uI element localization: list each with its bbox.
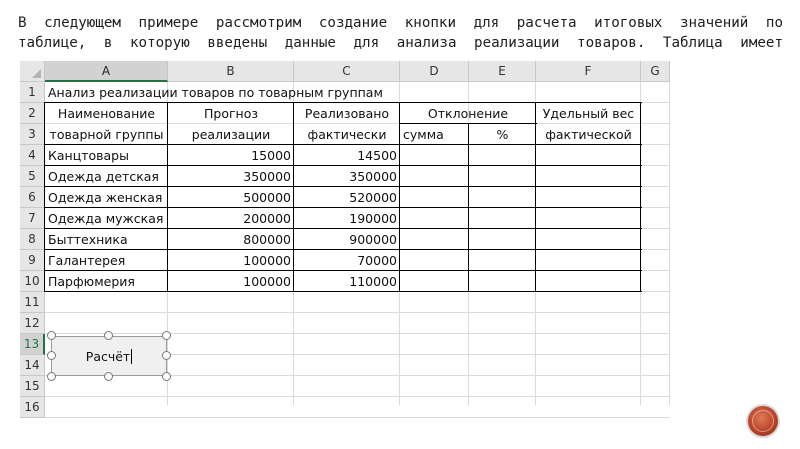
table-border <box>45 207 642 208</box>
resize-handle[interactable] <box>162 372 171 381</box>
column-header-f[interactable]: F <box>536 61 641 82</box>
header-share-cell[interactable]: Удельный вес <box>542 106 635 121</box>
row-header-10[interactable]: 10 <box>20 271 45 292</box>
table-border <box>45 186 642 187</box>
select-all-triangle-icon <box>32 69 41 78</box>
resize-handle[interactable] <box>47 372 56 381</box>
row-header-3[interactable]: 3 <box>20 124 45 145</box>
row-header-12[interactable]: 12 <box>20 313 45 334</box>
table-border <box>535 102 536 292</box>
row-header-9[interactable]: 9 <box>20 250 45 271</box>
column-header-c[interactable]: C <box>294 61 400 82</box>
data-name-cell[interactable]: Одежда женская <box>48 190 163 205</box>
table-title-cell[interactable]: Анализ реализации товаров по товарным группам <box>48 85 383 100</box>
gridline-vertical <box>669 82 670 405</box>
header-deviation-sum-cell[interactable]: сумма <box>403 127 444 142</box>
data-actual-cell[interactable]: 190000 <box>349 211 397 226</box>
data-forecast-cell[interactable]: 100000 <box>243 274 291 289</box>
resize-handle[interactable] <box>104 372 113 381</box>
data-forecast-cell[interactable]: 800000 <box>243 232 291 247</box>
header-forecast-cell[interactable]: реализации <box>191 127 271 142</box>
select-all-corner[interactable] <box>20 61 45 82</box>
data-actual-cell[interactable]: 110000 <box>349 274 397 289</box>
table-border <box>45 228 642 229</box>
header-name-cell[interactable]: товарной группы <box>49 127 164 142</box>
data-forecast-cell[interactable]: 200000 <box>243 211 291 226</box>
table-border <box>45 102 642 103</box>
resize-handle[interactable] <box>162 331 171 340</box>
data-name-cell[interactable]: Быттехника <box>48 232 128 247</box>
table-border <box>45 291 642 292</box>
data-actual-cell[interactable]: 350000 <box>349 169 397 184</box>
table-border <box>45 270 642 271</box>
header-actual-cell[interactable]: фактически <box>307 127 387 142</box>
table-border <box>399 102 400 292</box>
resize-handle[interactable] <box>47 351 56 360</box>
resize-handle[interactable] <box>162 351 171 360</box>
row-header-4[interactable]: 4 <box>20 145 45 166</box>
calculate-button[interactable] <box>51 336 167 376</box>
data-forecast-cell[interactable]: 500000 <box>243 190 291 205</box>
table-border <box>293 102 294 292</box>
data-actual-cell[interactable]: 14500 <box>357 148 397 163</box>
column-header-b[interactable]: B <box>168 61 294 82</box>
row-header-6[interactable]: 6 <box>20 187 45 208</box>
intro-line-2: таблице, в которую введены данные для анализа реализации товаров. Таблица имеет <box>18 35 783 51</box>
data-name-cell[interactable]: Одежда детская <box>48 169 159 184</box>
header-deviation-cell[interactable]: Отклонение <box>427 106 509 121</box>
data-name-cell[interactable]: Галантерея <box>48 253 126 268</box>
table-border <box>640 102 641 292</box>
header-actual-cell[interactable]: Реализовано <box>304 106 390 121</box>
row-header-8[interactable]: 8 <box>20 229 45 250</box>
gridline-horizontal <box>45 396 670 397</box>
column-header-a[interactable]: A <box>45 61 168 82</box>
gridline-horizontal <box>45 333 670 334</box>
header-deviation-percent-cell[interactable]: % <box>496 127 509 142</box>
data-actual-cell[interactable]: 900000 <box>349 232 397 247</box>
header-share-cell[interactable]: фактической <box>545 127 632 142</box>
row-header-1[interactable]: 1 <box>20 82 45 103</box>
intro-line-1: В следующем примере рассмотрим создание кнопки для расчета итоговых значений по <box>18 15 783 31</box>
data-actual-cell[interactable]: 70000 <box>357 253 397 268</box>
intro-text <box>18 13 783 53</box>
data-forecast-cell[interactable]: 350000 <box>243 169 291 184</box>
data-name-cell[interactable]: Парфюмерия <box>48 274 135 289</box>
data-forecast-cell[interactable]: 100000 <box>243 253 291 268</box>
data-forecast-cell[interactable]: 15000 <box>251 148 291 163</box>
gridline-horizontal <box>45 417 670 418</box>
resize-handle[interactable] <box>47 331 56 340</box>
table-border <box>44 102 45 292</box>
calculate-button-label: Расчёт <box>85 348 131 364</box>
header-forecast-cell[interactable]: Прогноз <box>203 106 259 121</box>
row-header-7[interactable]: 7 <box>20 208 45 229</box>
slide-nav-circle-icon[interactable] <box>748 406 778 436</box>
column-header-d[interactable]: D <box>400 61 469 82</box>
row-header-13[interactable]: 13 <box>20 334 45 355</box>
row-header-2[interactable]: 2 <box>20 103 45 124</box>
header-name-cell[interactable]: Наименование <box>57 106 156 121</box>
row-header-11[interactable]: 11 <box>20 292 45 313</box>
row-header-15[interactable]: 15 <box>20 376 45 397</box>
row-header-16[interactable]: 16 <box>20 397 45 418</box>
resize-handle[interactable] <box>104 331 113 340</box>
data-actual-cell[interactable]: 520000 <box>349 190 397 205</box>
data-name-cell[interactable]: Канцтовары <box>48 148 129 163</box>
column-header-g[interactable]: G <box>641 61 670 82</box>
text-caret <box>131 349 132 364</box>
row-header-14[interactable]: 14 <box>20 355 45 376</box>
table-border <box>167 102 168 292</box>
table-border <box>45 144 642 145</box>
gridline-horizontal <box>45 312 670 313</box>
data-name-cell[interactable]: Одежда мужская <box>48 211 164 226</box>
column-header-e[interactable]: E <box>469 61 536 82</box>
row-header-5[interactable]: 5 <box>20 166 45 187</box>
table-border <box>468 123 469 292</box>
table-border <box>45 249 642 250</box>
table-border <box>45 165 642 166</box>
